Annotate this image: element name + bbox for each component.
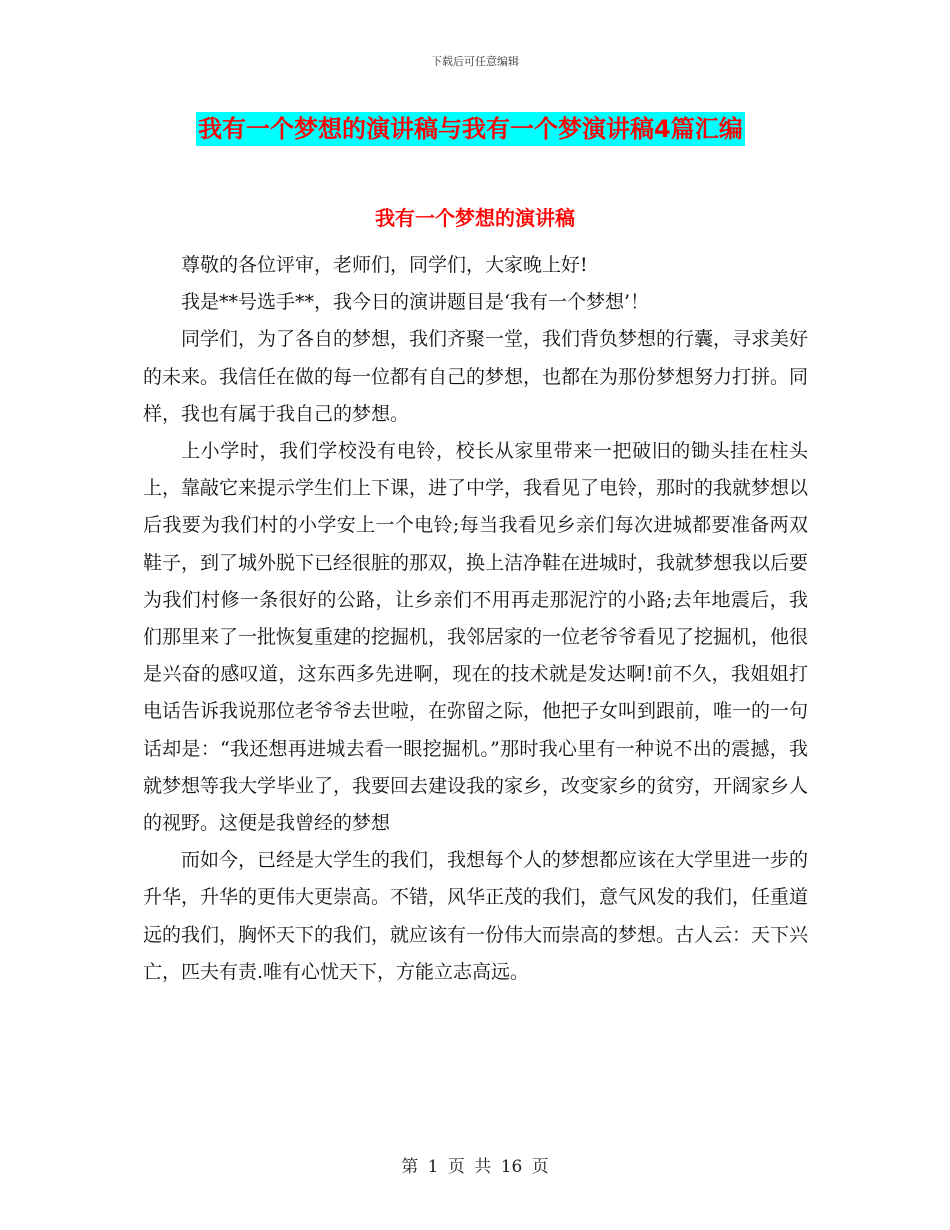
paragraph: 尊敬的各位评审，老师们，同学们，大家晚上好!: [181, 254, 588, 276]
speech-body: [143, 247, 808, 991]
page-number: 第 1 页 共 16 页: [401, 1157, 549, 1177]
paragraph: 我是**号选手**，我今日的演讲题目是‘我有一个梦想’！: [181, 291, 650, 314]
header-note: 下载后可任意编辑: [431, 55, 519, 68]
paragraph: 上小学时，我们学校没有电铃，校长从家里带来一把破旧的锄头挂在柱头上，靠敲它来提示学生们上下课，进了中学，我看见了电铃，那时的我就梦想以后我要为我们村的小学安上一个电铃;每当我看见乡亲们每次进城都要准备两双鞋子，到了城外脱下已经很脏的那双，换上洁净鞋在进城时，我就梦想我以后要为我们村修一条很好的公路，让乡亲们不用再走那泥泞的小路;去年地震后，我们那里来了一批恢复重建的挖掘机，我邻居家的一位老爷爷看见了挖掘机，他很是兴奋的感叹道，这东西多先进啊，现在的技术就是发达啊!前不久，我姐姐打电话告诉我说那位老爷爷去世啦，在弥留之际，他把子女叫到跟前，唯一的一句话却是：“我还想再进城去看一眼挖掘机。”那时我心里有一种说不出的震撼，我就梦想等我大学毕业了，我要回去建设我的家乡，改变家乡的贫穷，开阔家乡人的视野。这便是我曾经的梦想: [143, 440, 809, 835]
paragraph: 而如今，已经是大学生的我们，我想每个人的梦想都应该在大学里进一步的升华，升华的更伟大更崇高。不错，风华正茂的我们，意气风发的我们，任重道远的我们，胸怀天下的我们，就应该有一份伟大而崇高的梦想。古人云：天下兴亡，匹夫有责.唯有心忧天下，方能立志高远。: [143, 849, 809, 983]
document-title: 我有一个梦想的演讲稿与我有一个梦演讲稿4篇汇编: [196, 112, 745, 146]
paragraph: 同学们，为了各自的梦想，我们齐聚一堂，我们背负梦想的行囊，寻求美好的未来。我信任在做的每一位都有自己的梦想，也都在为那份梦想努力打拼。同样，我也有属于我自己的梦想。: [143, 328, 809, 425]
section-title: 我有一个梦想的演讲稿: [375, 206, 575, 230]
